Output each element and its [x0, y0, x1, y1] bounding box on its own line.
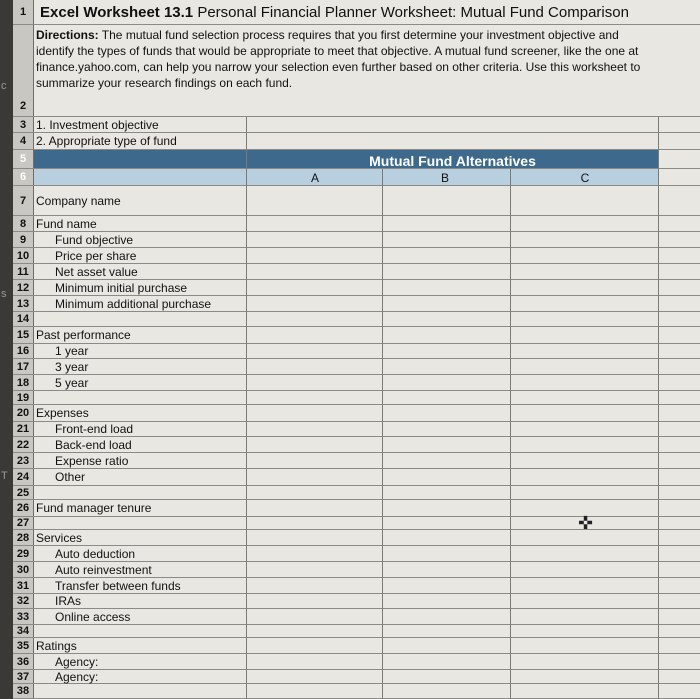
col-divider-b: [510, 169, 511, 699]
sheet-row-11[interactable]: [13, 264, 700, 280]
row-label[interactable]: Front-end load: [55, 421, 134, 436]
sheet-row-10[interactable]: [13, 248, 700, 264]
sheet-row-30[interactable]: [13, 562, 700, 578]
row-number[interactable]: 3: [19, 118, 27, 131]
col-divider-label: [246, 117, 247, 699]
row-label[interactable]: Auto deduction: [55, 546, 136, 561]
sheet-row-34[interactable]: [13, 625, 700, 638]
row-number[interactable]: 28: [16, 531, 30, 544]
row-number[interactable]: 32: [16, 595, 30, 607]
row-number[interactable]: 21: [16, 422, 30, 435]
sheet-row-37[interactable]: [13, 670, 700, 684]
window-edge: [0, 0, 13, 699]
row-number[interactable]: 8: [19, 217, 27, 230]
row-label[interactable]: Net asset value: [55, 264, 138, 279]
row-label[interactable]: Ratings: [36, 638, 77, 653]
row-label[interactable]: 2. Appropriate type of fund: [36, 134, 177, 148]
sheet-row-33[interactable]: [13, 609, 700, 625]
row-number[interactable]: 25: [16, 486, 30, 499]
row-number[interactable]: 12: [16, 281, 30, 294]
directions-text: Directions: The mutual fund selection process requires that you first determine your investment objective and identify the types of funds that would be appropriate to meet that objective. A mutual fund screener, like the one at finance.yahoo.com, can help you narrow your selection even further based on other criteria. Use this worksheet to summarize your research findings on each fund.: [36, 28, 641, 90]
sheet-row-18[interactable]: [13, 375, 700, 391]
column-b-label[interactable]: B: [440, 171, 449, 185]
row-number[interactable]: 33: [16, 610, 30, 623]
row-number[interactable]: 17: [16, 360, 30, 373]
sheet-row-9[interactable]: [13, 232, 700, 248]
row-number[interactable]: 2: [19, 100, 27, 112]
sheet-row-16[interactable]: [13, 343, 700, 359]
row-number[interactable]: 26: [16, 502, 30, 514]
row-label[interactable]: Auto reinvestment: [55, 562, 152, 577]
row-number[interactable]: 35: [16, 639, 30, 652]
sheet-row-3[interactable]: [13, 117, 700, 133]
row-number[interactable]: 9: [19, 233, 27, 246]
sheet-row-32[interactable]: [13, 594, 700, 609]
sheet-row-28[interactable]: [13, 530, 700, 546]
row-label[interactable]: Fund name: [36, 216, 97, 231]
row-label[interactable]: 1 year: [55, 343, 89, 358]
sheet-row-38[interactable]: [13, 684, 700, 699]
row-number[interactable]: 16: [16, 344, 30, 357]
row-number[interactable]: 22: [16, 438, 30, 451]
row-label[interactable]: 1. Investment objective: [36, 117, 159, 132]
edge-fragment-icon: T: [1, 470, 8, 482]
sheet-row-14[interactable]: [13, 312, 700, 327]
row-number[interactable]: 11: [17, 265, 29, 278]
row-number[interactable]: 31: [16, 579, 30, 592]
row-number[interactable]: 27: [16, 517, 30, 529]
row-number[interactable]: 23: [16, 454, 30, 467]
row-number[interactable]: 38: [16, 685, 30, 697]
row-label[interactable]: 5 year: [55, 375, 89, 390]
row-label[interactable]: Company name: [36, 193, 121, 208]
row-number[interactable]: 1: [19, 6, 27, 18]
column-a-label[interactable]: A: [310, 171, 319, 185]
row-label[interactable]: Back-end load: [55, 437, 132, 452]
row-label[interactable]: 3 year: [55, 359, 89, 374]
row-number[interactable]: 10: [16, 249, 30, 262]
row-label[interactable]: Services: [36, 530, 83, 545]
sheet-row-25[interactable]: [13, 486, 700, 500]
row-number[interactable]: 19: [16, 391, 30, 404]
sheet-row-12[interactable]: [13, 280, 700, 296]
row-number[interactable]: 29: [16, 547, 30, 560]
col-divider-c: [658, 117, 659, 699]
row-number[interactable]: 24: [16, 471, 30, 483]
row-label[interactable]: Past performance: [36, 328, 131, 342]
row-label[interactable]: Expense ratio: [55, 453, 129, 468]
sheet-row-36[interactable]: [13, 654, 700, 670]
column-c-label[interactable]: C: [580, 171, 590, 185]
row-number[interactable]: 18: [16, 376, 30, 389]
sheet-row-23[interactable]: [13, 453, 700, 469]
row-label[interactable]: Price per share: [55, 248, 137, 263]
sheet-row-17[interactable]: [13, 359, 700, 375]
band-title: Mutual Fund Alternatives: [369, 153, 536, 169]
row-number[interactable]: 7: [19, 194, 27, 207]
row-label[interactable]: Agency:: [55, 654, 99, 669]
sheet-row-8[interactable]: [13, 216, 700, 232]
sheet-row-15[interactable]: [13, 327, 700, 344]
sheet-row-13[interactable]: [13, 296, 700, 312]
sheet-row-24[interactable]: [13, 469, 700, 486]
sheet-row-21[interactable]: [13, 421, 700, 437]
row-number[interactable]: 5: [19, 153, 27, 165]
row-number[interactable]: 36: [16, 655, 30, 668]
sheet-row-27[interactable]: [13, 517, 700, 530]
sheet-row-35[interactable]: [13, 638, 700, 654]
edge-fragment-icon: c: [1, 80, 7, 92]
row-label[interactable]: Agency:: [55, 669, 99, 684]
row-number[interactable]: 6: [19, 171, 27, 183]
sheet-row-22[interactable]: [13, 437, 700, 453]
row-label[interactable]: Fund objective: [55, 232, 134, 247]
row-number[interactable]: 13: [16, 297, 30, 310]
row-number[interactable]: 20: [16, 407, 30, 419]
edge-fragment-icon: s: [1, 288, 7, 300]
row-number[interactable]: 14: [16, 313, 30, 325]
row-label[interactable]: Expenses: [36, 406, 89, 420]
sheet-row-4[interactable]: [13, 133, 700, 150]
sheet-row-26[interactable]: [13, 500, 700, 517]
row-number[interactable]: 15: [16, 329, 30, 341]
sheet-row-20[interactable]: [13, 405, 700, 422]
row-label[interactable]: Minimum initial purchase: [55, 280, 188, 295]
sheet-row-7[interactable]: [13, 186, 700, 216]
sheet-row-29[interactable]: [13, 546, 700, 562]
row-number[interactable]: 37: [16, 670, 30, 683]
row-label[interactable]: Fund manager tenure: [36, 501, 152, 515]
row-number[interactable]: 34: [16, 625, 30, 637]
row-label[interactable]: Other: [55, 470, 86, 484]
sheet-row-31[interactable]: [13, 578, 700, 594]
row-label[interactable]: Minimum additional purchase: [55, 296, 212, 311]
row-label[interactable]: IRAs: [55, 594, 82, 608]
row-label[interactable]: Transfer between funds: [55, 578, 181, 593]
row-number[interactable]: 4: [19, 135, 27, 147]
col-divider-a: [382, 169, 383, 699]
row-label[interactable]: Online access: [55, 609, 131, 624]
sheet-row-19[interactable]: [13, 391, 700, 405]
cell-cursor-icon: ✜: [578, 513, 594, 533]
row-number[interactable]: 30: [16, 563, 30, 576]
worksheet-title: Excel Worksheet 13.1 Personal Financial Planner Worksheet: Mutual Fund Comparison: [40, 4, 629, 21]
